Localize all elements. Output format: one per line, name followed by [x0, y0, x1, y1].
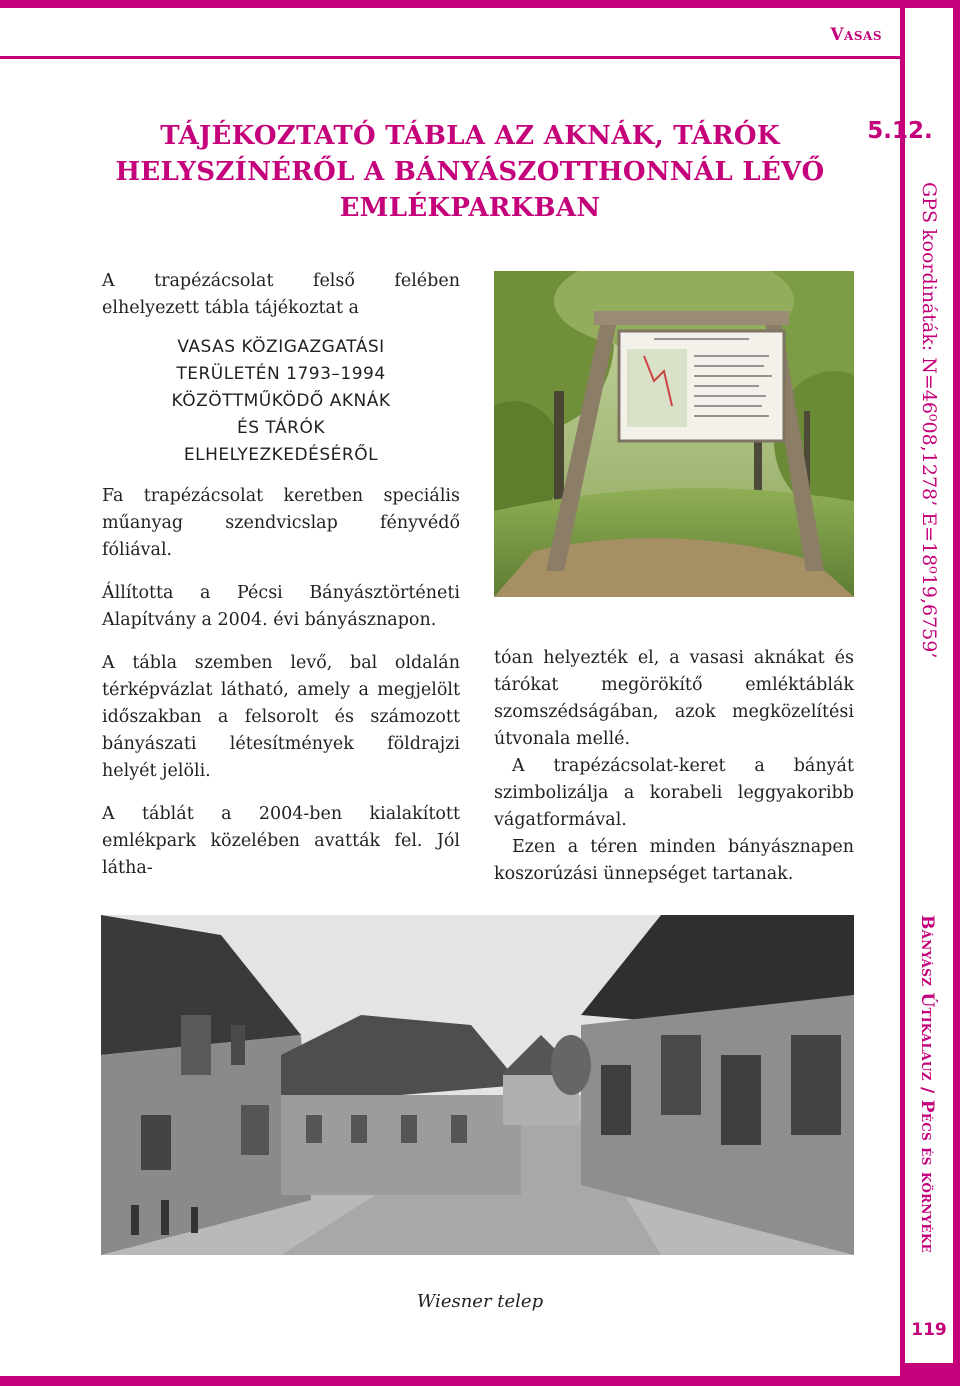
- right-column: [494, 645, 854, 888]
- running-head: Vasas: [830, 25, 882, 45]
- sign-line: VASAS KÖZIGAZGATÁSI: [177, 337, 385, 357]
- title-line: TÁJÉKOZTATÓ TÁBLA AZ AKNÁK, TÁRÓK: [160, 121, 780, 151]
- paragraph: tóan helyezték el, a vasasi aknákat és tárókat megörökítő emléktáblák szomszédságában, azok megközelítési útvonala mellé.: [494, 648, 854, 749]
- photo-caption: Wiesner telep: [416, 1291, 544, 1312]
- book-title: Bányász Útikalauz / Pécs és környéke: [917, 915, 937, 1254]
- bottom-frame-bar: [0, 1376, 960, 1386]
- paragraph: A táblát a 2004-ben kialakított emlékpark közelében avatták fel. Jól látha-: [102, 804, 460, 878]
- section-number: 5.12.: [867, 118, 933, 144]
- paragraph: Ezen a téren minden bányásznapen koszorúzási ünnepséget tartanak.: [494, 837, 854, 884]
- page-title: [100, 118, 840, 226]
- top-frame-bar: [0, 0, 960, 8]
- sign-line: KÖZÖTTMŰKÖDŐ AKNÁK: [171, 391, 391, 411]
- street-photo: [101, 915, 854, 1255]
- title-line: HELYSZÍNÉRŐL A BÁNYÁSZOTTHONNÁL LÉVŐ: [115, 157, 825, 187]
- paragraph: Állította a Pécsi Bányásztörténeti Alapítvány a 2004. évi bányásznapon.: [102, 583, 460, 630]
- sign-line: ELHELYEZKEDÉSÉRŐL: [183, 445, 379, 465]
- paragraph: A tábla szemben levő, bal oldalán térképvázlat látható, amely a megjelölt időszakban a felsorolt és számozott bányászati létesítmények földrajzi helyét jelöli.: [102, 653, 460, 781]
- intro-paragraph: A trapézácsolat felső felében elhelyezett tábla tájékoztat a: [102, 271, 460, 318]
- left-column: [102, 268, 460, 882]
- paragraph: Fa trapézácsolat keretben speciális műanyag szendvicslap fényvédő fóliával.: [102, 486, 460, 560]
- sign-line: ÉS TÁRÓK: [237, 418, 325, 438]
- sign-photo: [494, 271, 854, 597]
- title-line: EMLÉKPARKBAN: [339, 193, 601, 223]
- page-number: 119: [911, 1320, 947, 1340]
- paragraph: A trapézácsolat-keret a bányát szimbolizálja a korabeli leggyakoribb vágatformával.: [494, 756, 854, 830]
- header-rule: [0, 56, 905, 59]
- sign-inscription: [102, 334, 460, 469]
- sign-line: TERÜLETÉN 1793–1994: [176, 364, 386, 384]
- gps-coordinates: GPS koordináták: N=46⁰08,1278’ E=18⁰19,6759’: [918, 182, 940, 659]
